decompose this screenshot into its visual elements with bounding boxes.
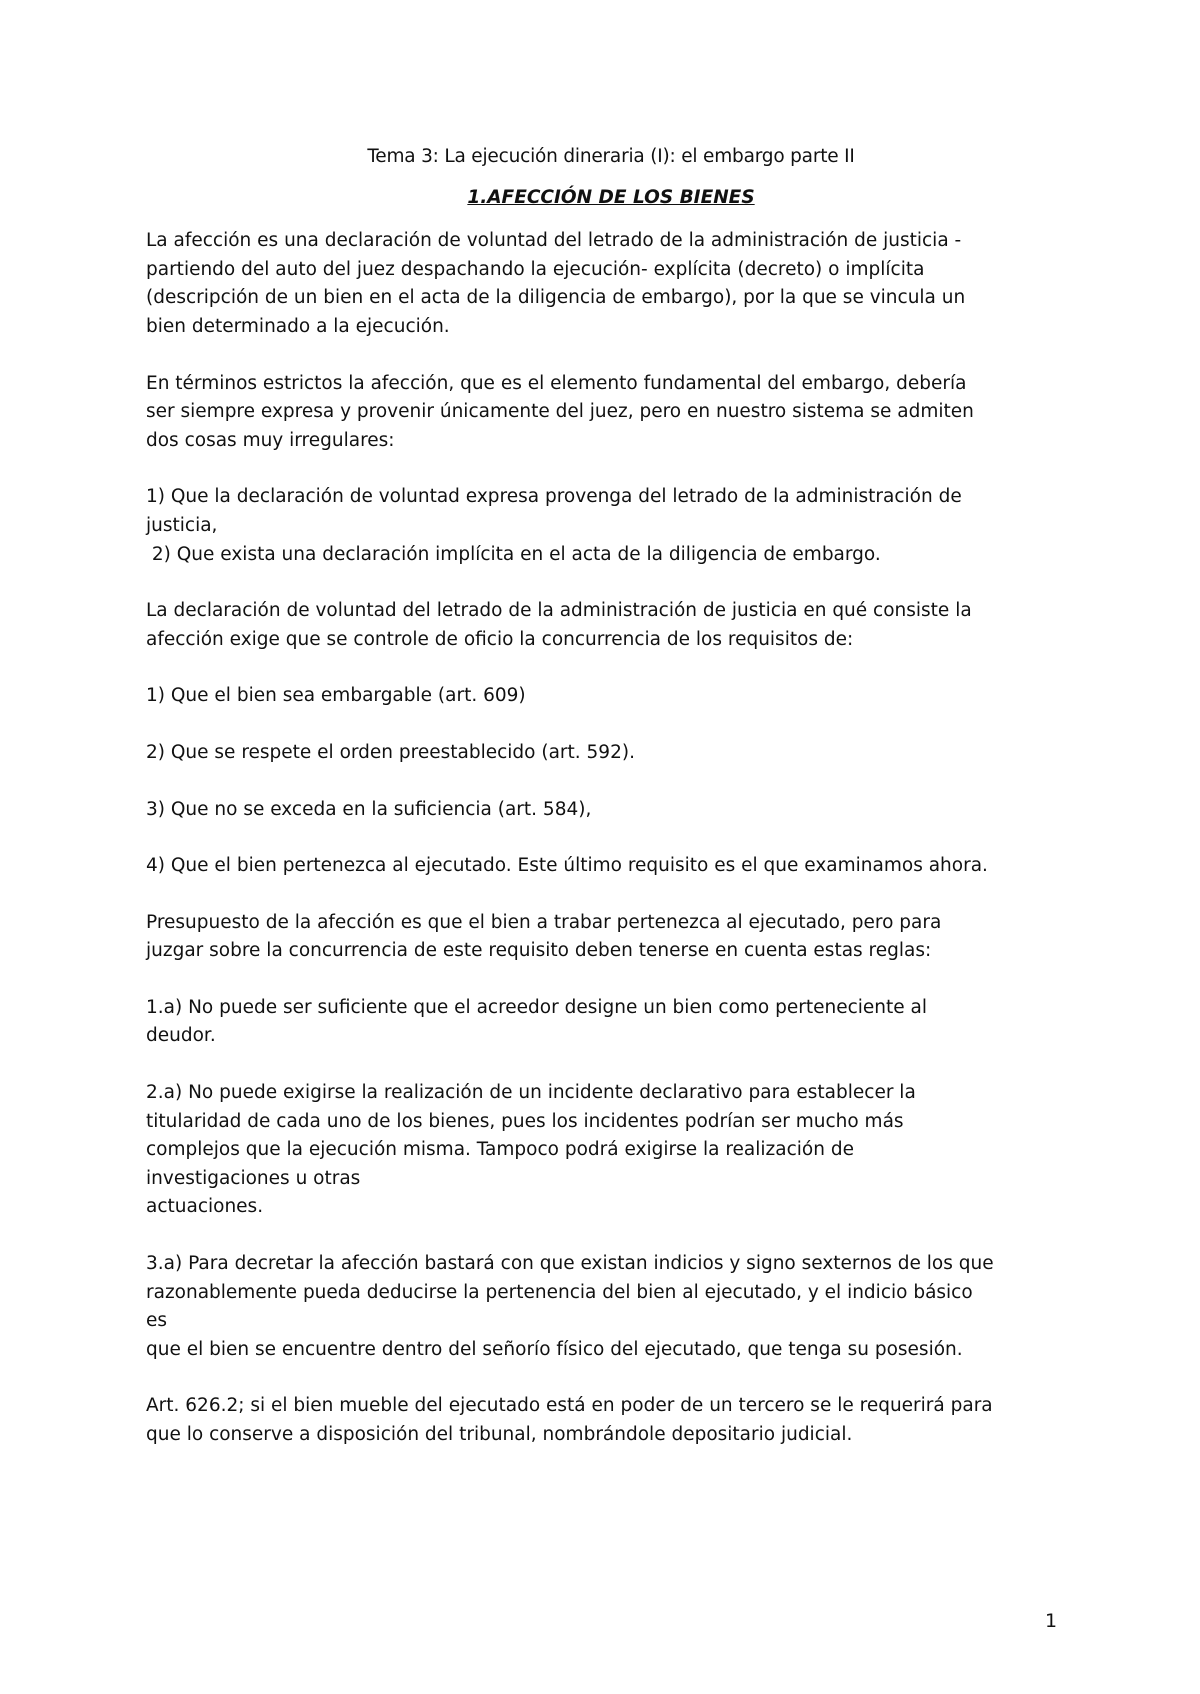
section-heading: 1.AFECCIÓN DE LOS BIENES	[467, 186, 755, 208]
text-line: 2) Que se respete el orden preestablecido (art. 592).	[146, 741, 635, 763]
text-line: partiendo del auto del juez despachando la ejecución- explícita (decreto) o implícita	[146, 258, 925, 280]
requirement-item	[146, 739, 1076, 768]
text-line: 4) Que el bien pertenezca al ejecutado. Este último requisito es el que examinamos ahora.	[146, 855, 988, 877]
text-line: razonablemente pueda deducirse la pertenencia del bien al ejecutado, y el indicio básico	[146, 1281, 973, 1303]
document-body	[146, 143, 1076, 1450]
rule-item	[146, 1250, 1076, 1364]
text-line: 1) Que la declaración de voluntad expresa provenga del letrado de la administración de	[146, 486, 962, 508]
requirement-item	[146, 796, 1076, 825]
text-line: deudor.	[146, 1025, 216, 1047]
text-line: (descripción de un bien en el acta de la diligencia de embargo), por la que se vincula un	[146, 287, 966, 309]
text-line: 3) Que no se exceda en la suficiencia (art. 584),	[146, 798, 592, 820]
text-line: bien determinado a la ejecución.	[146, 315, 450, 337]
text-line: Presupuesto de la afección es que el bien a trabar pertenezca al ejecutado, pero para	[146, 911, 942, 933]
text-line: 2.a) No puede exigirse la realización de un incidente declarativo para establecer la	[146, 1082, 916, 1104]
text-line: 1.a) No puede ser suficiente que el acreedor designe un bien como perteneciente al	[146, 996, 928, 1018]
paragraph	[146, 1392, 1076, 1449]
text-line: La afección es una declaración de voluntad del letrado de la administración de justicia -	[146, 230, 962, 252]
text-line: ser siempre expresa y provenir únicamente del juez, pero en nuestro sistema se admiten	[146, 401, 974, 423]
text-line: investigaciones u otras	[146, 1167, 361, 1189]
text-line: actuaciones.	[146, 1196, 264, 1218]
text-line: que el bien se encuentre dentro del señorío físico del ejecutado, que tenga su posesión.	[146, 1338, 963, 1360]
paragraph	[146, 227, 1076, 341]
text-line: 3.a) Para decretar la afección bastará con que existan indicios y signo sexternos de los que	[146, 1253, 994, 1275]
requirement-item	[146, 682, 1076, 711]
text-line: La declaración de voluntad del letrado de la administración de justicia en qué consiste la	[146, 600, 972, 622]
text-line: 2) Que exista una declaración implícita en el acta de la diligencia de embargo.	[146, 543, 881, 565]
text-line: que lo conserve a disposición del tribunal, nombrándole depositario judicial.	[146, 1424, 853, 1445]
text-line: titularidad de cada uno de los bienes, pues los incidentes podrían ser mucho más	[146, 1110, 904, 1132]
text-line: En términos estrictos la afección, que es el elemento fundamental del embargo, debería	[146, 372, 967, 394]
text-line: dos cosas muy irregulares:	[146, 429, 395, 451]
text-line: Art. 626.2; si el bien mueble del ejecutado está en poder de un tercero se le requerirá para	[146, 1395, 993, 1417]
paragraph	[146, 483, 1076, 569]
text-line: juzgar sobre la concurrencia de este requisito deben tenerse en cuenta estas reglas:	[146, 940, 932, 962]
paragraph	[146, 597, 1076, 654]
text-line: 1) Que el bien sea embargable (art. 609)	[146, 685, 526, 707]
text-line: complejos que la ejecución misma. Tampoco podrá exigirse la realización de	[146, 1139, 854, 1161]
rule-item	[146, 994, 1076, 1051]
text-line: es	[146, 1310, 168, 1332]
text-line: afección exige que se controle de oficio la concurrencia de los requisitos de:	[146, 628, 854, 650]
paragraph	[146, 909, 1076, 966]
document-title: Tema 3: La ejecución dineraria (I): el embargo parte II	[367, 146, 855, 167]
text-line: justicia,	[146, 514, 218, 536]
requirement-item	[146, 852, 1076, 881]
paragraph	[146, 370, 1076, 456]
page-number: 1	[1045, 1610, 1058, 1632]
rule-item	[146, 1079, 1076, 1222]
